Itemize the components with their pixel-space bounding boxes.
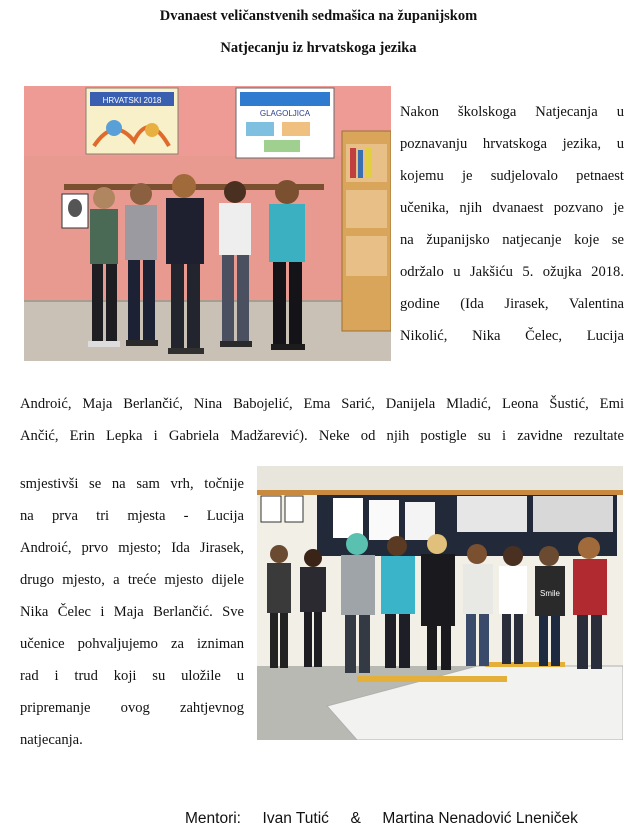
- mentor-name: Ivan Tutić: [262, 810, 329, 827]
- text-line: Nikolić, Nika Čelec, Lucija: [400, 328, 624, 344]
- poster-left-text: HRVATSKI 2018: [102, 96, 162, 105]
- text-line: Ančić, Erin Lepka i Gabriela Madžarević). Neke od njih postigle su i zavidne rezultate: [20, 428, 624, 444]
- text-line: održalo u Jakšiću 5. ožujka 2018.: [400, 264, 624, 280]
- mentor-name: Martina Nenadović Lneniček: [382, 810, 578, 827]
- text-line: pripremanje ovog zahtjevnog: [20, 700, 244, 716]
- article-paragraph-full-width: [20, 388, 624, 452]
- text-line: poznavanju hrvatskoga jezika, u: [400, 136, 624, 152]
- text-line: godine (Ida Jirasek, Valentina: [400, 296, 624, 312]
- text-line: smjestivši se na sam vrh, točnije: [20, 476, 244, 492]
- page-title-line-1: Dvanaest veličanstvenih sedmašica na županijskom: [159, 8, 478, 24]
- text-line: natjecanja.: [20, 732, 83, 748]
- mentors-label: Mentori:: [185, 810, 241, 827]
- shirt-print-text: Smile: [539, 589, 561, 598]
- text-line: Androić, prvo mjesto; Ida Jirasek,: [20, 540, 244, 556]
- text-line: Nakon školskoga Natjecanja u: [400, 104, 624, 120]
- poster-right-text: GLAGOLJICA: [259, 109, 311, 118]
- text-line: na županijsko natjecanje koje se: [400, 232, 624, 248]
- mentors-line: [185, 810, 578, 828]
- article-paragraph-left-column: [20, 468, 244, 756]
- text-line: drugo mjesto, a treće mjesto dijele: [20, 572, 244, 588]
- text-line: rad i trud koji su uložile u: [20, 668, 244, 684]
- text-line: učenice pohvaljujemo za izniman: [20, 636, 244, 652]
- page-title-line-2: Natjecanju iz hrvatskoga jezika: [220, 40, 417, 56]
- group-photo-classroom: [257, 466, 623, 740]
- mentor-separator: &: [350, 810, 361, 827]
- text-line: Nika Čelec i Maja Berlančić. Sve: [20, 604, 244, 620]
- text-line: učenika, njih dvanaest pozvano je: [400, 200, 624, 216]
- text-line: kojemu je sudjelovalo petnaest: [400, 168, 624, 184]
- group-photo-pink-wall: [24, 86, 391, 361]
- article-paragraph-right-column: [400, 96, 624, 352]
- text-line: Androić, Maja Berlančić, Nina Babojelić, Ema Sarić, Danijela Mladić, Leona Šustić, Emi: [20, 396, 624, 412]
- text-line: na prva tri mjesta - Lucija: [20, 508, 244, 524]
